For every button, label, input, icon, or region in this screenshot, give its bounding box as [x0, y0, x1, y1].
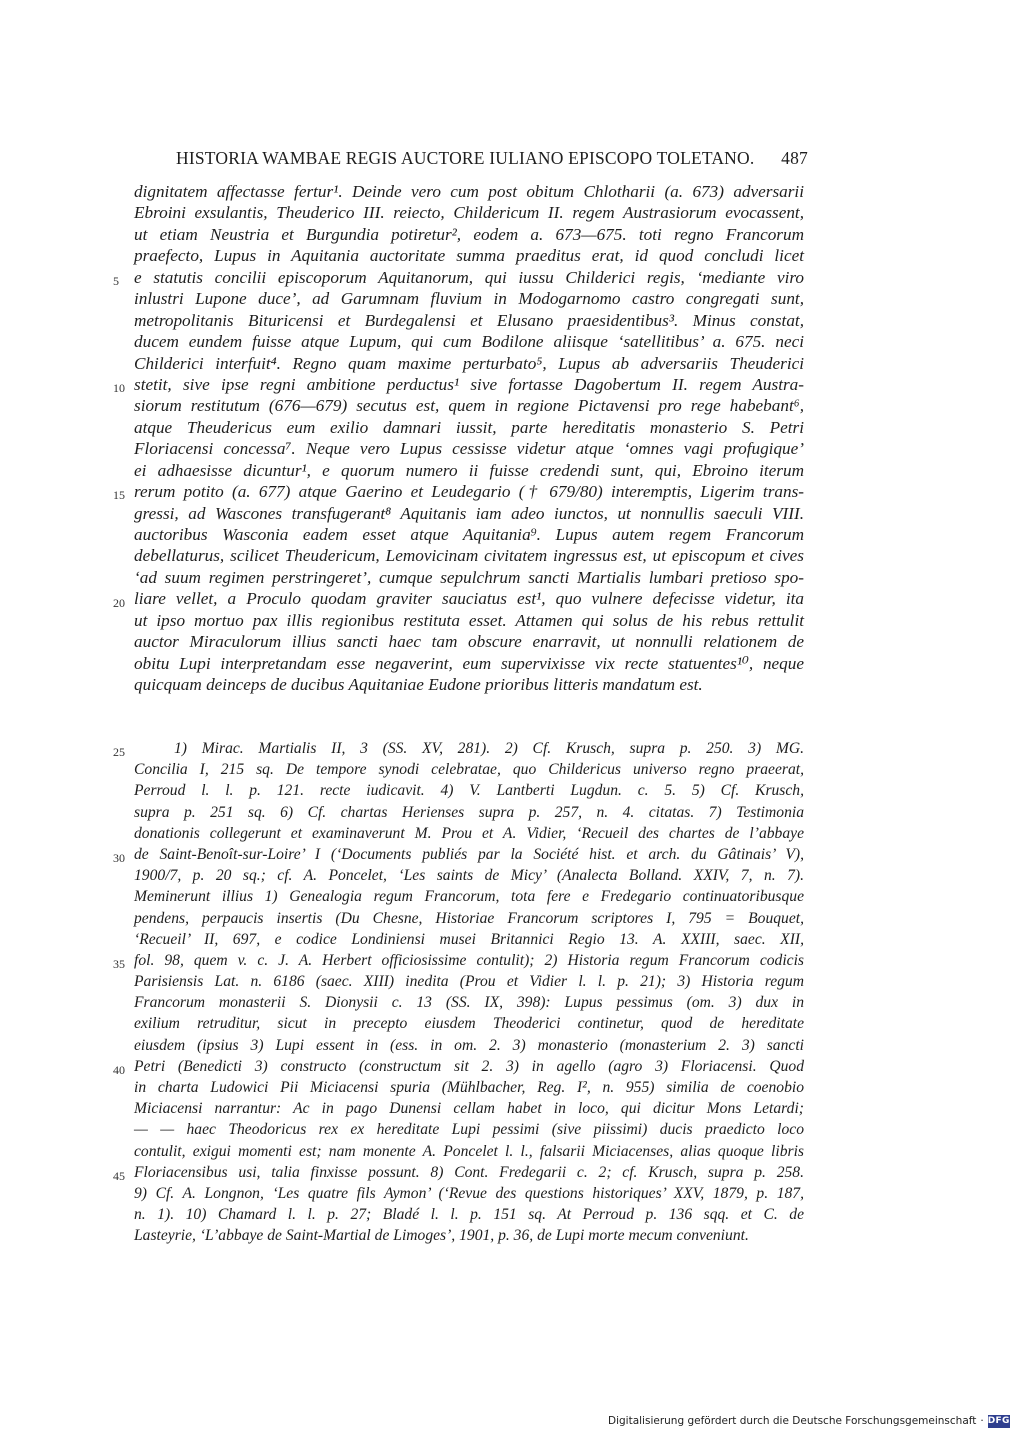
note-line: eiusdem (ipsius 3) Lupi essent in (ess. in om. 2. 3) monasterio (monasterium 2. 3) sancti — [134, 1036, 804, 1054]
note-line: de Saint-Benoît-sur-Loire’ I (‘Documents publiés par la Société hist. et arch. du Gâtinais’ V), — [134, 845, 804, 863]
note-line: supra p. 251 sq. 6) Cf. chartas Herienses supra p. 257, n. 4. citatas. 7) Testimonia — [134, 803, 804, 821]
text-line: rerum potito (a. 677) atque Gaerino et Leudegario († 679/80) interemptis, Ligerim trans- — [134, 482, 804, 502]
dfg-footer[interactable]: Digitalisierung gefördert durch die Deutsche Forschungsgemeinschaft · DFG — [608, 1415, 1010, 1427]
line-number: 45 — [113, 1169, 125, 1183]
text-line: ei adhaesisse dicuntur¹, e quorum numero ii fuisse credendi sunt, qui, Ebroino iterum — [134, 460, 804, 480]
line-number: 35 — [113, 957, 125, 971]
main-text — [113, 181, 804, 696]
line-number: 30 — [113, 851, 125, 865]
footnotes — [113, 738, 804, 1247]
note-line: pendens, perpaucis insertis (Du Chesne, Historiae Francorum scriptores I, 795 = Bouquet, — [134, 909, 804, 927]
note-line: Meminerunt illius 1) Genealogia regum Francorum, tota fere e Fredegario continuatoribusque — [134, 888, 804, 906]
text-line: dignitatem affectasse fertur¹. Deinde vero cum post obitum Chlotharii (a. 673) adversarii — [134, 182, 804, 201]
text-line: ut etiam Neustria et Burgundia potiretur², eodem a. 673—675. toti regno Francorum — [134, 224, 804, 244]
text-line: ‘ad suum regimen perstringeret’, cumque sepulchrum sancti Martialis lumbari pretioso spo- — [134, 567, 804, 587]
line-number: 15 — [113, 488, 125, 503]
text-line: Childerici interfuit⁴. Regno quam maxime perturbato⁵, Lupus ab adversariis Theuderici — [134, 353, 804, 373]
text-line: obitu Lupi interpretandam esse negaverint, eum supervixisse vix recte statuentes¹⁰, neque — [134, 653, 804, 673]
note-line: contulit, exigui momenti est; nam monente A. Poncelet l. l., falsarii Miciacenses, alias quoque libris — [134, 1142, 804, 1160]
line-number: 5 — [113, 273, 119, 288]
note-line: Perroud l. l. p. 121. recte iudicavit. 4) V. Lantberti Lugdun. c. 5. 5) Cf. Krusch, — [134, 782, 804, 800]
text-line: quicquam deinceps de ducibus Aquitaniae Eudone prioribus litteris mandatum est. — [134, 675, 703, 695]
text-line: auctoribus Wasconia eadem esset atque Aquitania⁹. Lupus autem regem Francorum — [134, 525, 804, 544]
text-line: siorum restitutum (676—679) secutus est, quem in regione Pictavensi pro rege habebant⁶, — [134, 396, 804, 416]
note-line: — — haec Theodoricus rex ex hereditate Lupi pessimi (sive piissimi) ducis praedicto loco — [134, 1121, 804, 1139]
text-line: gressi, ad Wascones transfugerant⁸ Aquitanis iam adeo iunctos, ut nonnullis saeculi VIII. — [134, 503, 804, 523]
note-line: Parisiensis Lat. n. 6186 (saec. XIII) inedita (Prou et Vidier l. l. p. 21); 3) Historia regum — [134, 973, 804, 991]
page-number: 487 — [781, 148, 808, 168]
footer-text: Digitalisierung gefördert durch die Deutsche Forschungsgemeinschaft — [608, 1415, 977, 1427]
text-line: liare vellet, a Proculo quodam graviter sauciatus est¹, quo vulnere defecisse videtur, ita — [134, 589, 804, 609]
text-line: auctor Miraculorum illius sancti haec tam obscure enarravit, ut nonnulli relationem de — [134, 632, 804, 652]
text-line: inlustri Lupone duce’, ad Garumnam fluvium in Modogarnomo castro congregati sunt, — [134, 289, 804, 309]
line-number: 40 — [113, 1063, 125, 1077]
text-line: ducem eundem fuisse atque Lupum, qui cum Bodilone aliisque ‘satellitibus’ a. 675. neci — [134, 332, 804, 352]
note-line: Floriacensibus usi, talia finxisse possunt. 8) Cont. Fredegarii c. 2; cf. Krusch, supra p. 258. — [134, 1163, 804, 1181]
note-line: exilium retruditur, sicut in precepto eiusdem Theoderici continetur, quod de hereditate — [134, 1015, 804, 1033]
text-line: Floriacensi concessa⁷. Neque vero Lupus cessisse videtur atque ‘omnes vagi profugique’ — [134, 439, 804, 459]
text-line: atque Theudericus eum exilio damnari iussit, parte hereditatis monasterio S. Petri — [134, 417, 804, 437]
line-number: 25 — [113, 745, 125, 759]
note-line: Miciacensi narrantur: Ac in pago Dunensi cellam habet in loco, qui dicitur Mons Letardi; — [134, 1100, 804, 1118]
note-line: Petri (Benedicti 3) constructo (constructum sit 2. 3) in agello (agro 3) Floriacensi. Quod — [134, 1057, 804, 1075]
note-line: in charta Ludowici Pii Miciacensi spuria (Mühlbacher, Reg. I², n. 955) similia de coenobio — [134, 1079, 804, 1096]
text-line: metropolitanis Bituricensi et Burdegalensi et Elusano praesidentibus³. Minus constat, — [134, 310, 804, 330]
text-line: ut ipso mortuo pax illis regionibus restituta esset. Attamen qui solus de his rebus rettulit — [134, 610, 804, 630]
running-title: HISTORIA WAMBAE REGIS AUCTORE IULIANO EPISCOPO TOLETANO. — [176, 148, 755, 168]
running-header — [176, 148, 808, 169]
note-line: fol. 98, quem v. c. J. A. Herbert officiosissime contulit); 2) Historia regum Francorum codicis — [134, 951, 804, 969]
note-line: ‘Recueil’ II, 697, e codice Londiniensi musei Britannici Regio 13. A. XXIII, saec. XII, — [134, 930, 804, 948]
line-number: 10 — [113, 381, 125, 396]
text-line: praefecto, Lupus in Aquitania auctoritate summa praeditus erat, id quod concludi licet — [134, 246, 804, 266]
dfg-logo-icon[interactable]: DFG — [987, 1416, 1010, 1426]
note-line: 1) Mirac. Martialis II, 3 (SS. XV, 281). 2) Cf. Krusch, supra p. 250. 3) MG. — [174, 740, 804, 757]
note-line: donationis collegerunt et examinaverunt M. Prou et A. Vidier, ‘Recueil des chartes de l’abbaye — [134, 824, 804, 842]
text-line: e statutis concilii episcoporum Aquitanorum, qui iussu Childerici regis, ‘mediante viro — [134, 267, 804, 287]
text-line: debellaturus, scilicet Theudericum, Lemovicinam civitatem ingressus est, ut episcopum et cives — [134, 546, 804, 566]
note-line: Francorum monasterii S. Dionysii c. 13 (SS. IX, 398): Lupus pessimus (om. 3) dux in — [134, 994, 804, 1012]
note-line: n. 1). 10) Chamard l. l. p. 27; Bladé l. l. p. 151 sq. At Perroud p. 136 sqq. et C. de — [134, 1206, 804, 1224]
note-line: Lasteyrie, ‘L’abbaye de Saint-Martial de Limoges’, 1901, p. 36, de Lupi morte mecum conveniunt. — [134, 1227, 749, 1245]
note-line: 1900/7, p. 20 sq.; cf. A. Poncelet, ‘Les saints de Micy’ (Analecta Bolland. XXIV, 7, n. 7). — [134, 867, 804, 885]
note-line: 9) Cf. A. Longnon, ‘Les quatre fils Aymon’ (‘Revue des questions historiques’ XXV, 1879, p. 187, — [134, 1184, 804, 1202]
note-line: Concilia I, 215 sq. De tempore synodi celebratae, quo Childericus universo regno praeerat, — [134, 761, 804, 779]
text-line: Ebroini exsulantis, Theuderico III. reiecto, Childericum II. regem Austrasiorum evocassent, — [134, 203, 804, 223]
text-line: stetit, sive ipse regni ambitione perductus¹ sive fortasse Dagobertum II. regem Austra- — [134, 374, 804, 394]
line-number: 20 — [113, 595, 125, 610]
